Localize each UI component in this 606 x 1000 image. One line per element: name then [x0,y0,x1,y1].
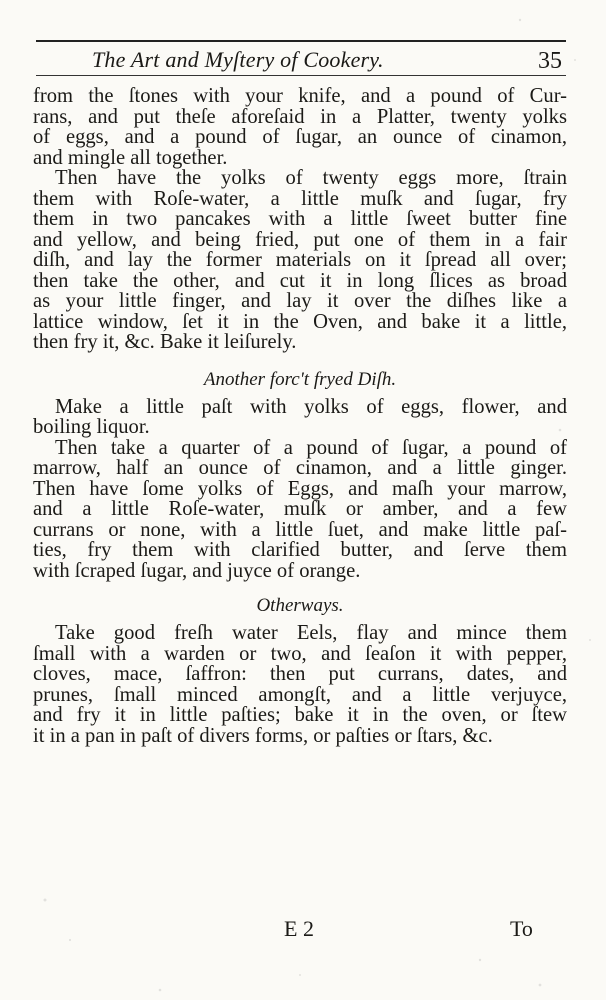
text-line: ties, fry them with clarified butter, and ſerve them [33,539,567,561]
paragraph [33,623,567,746]
text-line: with ſcraped ſugar, and juyce of orange. [33,559,361,582]
text-line: prunes, ſmall minced amongſt, and a little verjuyce, [33,683,567,706]
header-rule [36,40,566,42]
text-line: boiling liquor. [33,416,150,438]
text-line: them in two pancakes with a little ſweet butter fine [33,208,567,230]
text-line: diſh, and lay the former materials on it ſpread all over; [33,249,567,271]
paragraph [33,168,567,353]
catchword: To [510,916,533,941]
text-line: then fry it, &c. Bake it leiſurely. [33,331,297,353]
page-number: 35 [538,48,562,74]
signature-mark: E 2 [284,916,314,941]
text-line: Then take a quarter of a pound of ſugar, a pound of [55,436,567,459]
text-line: it in a pan in paſt of divers forms, or paſties or ſtars, &c. [33,724,493,747]
text-line: as your little finger, and lay it over the diſhes like a [33,290,567,312]
text-line: currans or none, with a little ſuet, and make little paſ- [33,518,567,541]
text-line: marrow, half an ounce of cinamon, and a little ginger. [33,457,567,479]
text-line: them with Roſe-water, a little muſk and ſugar, fry [33,187,567,210]
text-line: of eggs, and a pound of ſugar, an ounce of cinamon, [33,126,567,148]
text-line: from the ſtones with your knife, and a pound of Cur- [33,85,567,107]
recipe-heading: Otherways. [256,595,344,616]
running-title: The Art and Myſtery of Cookery. [92,47,384,72]
text-line: Then have ſome yolks of Eggs, and maſh your marrow, [33,477,567,500]
text-line: cloves, mace, ſaffron: then put currans, dates, and [33,663,567,685]
text-line: rans, and put theſe aforeſaid in a Platter, twenty yolks [33,105,567,128]
text-line: ſmall with a warden or two, and ſeaſon it with pepper, [33,642,567,665]
page-footer [0,912,606,946]
paragraph-continued [33,86,567,168]
page-body [33,86,567,746]
text-line: then take the other, and cut it in long ſlices as broad [33,269,567,292]
paragraph [33,438,567,582]
text-line: and fry it in little paſties; bake it in the oven, or ſtew [33,704,567,726]
text-line: lattice window, ſet it in the Oven, and bake it a little, [33,310,567,333]
page-header [36,40,566,74]
text-line: and yellow, and being fried, put one of them in a fair [33,228,567,251]
text-line: and a little Roſe-water, muſk or amber, and a few [33,498,567,520]
recipe-heading: Another forc't fryed Diſh. [203,368,397,390]
header-underline [36,75,566,76]
paragraph [33,397,567,438]
text-line: Take good freſh water Eels, flay and mince them [55,622,567,644]
text-line: Then have the yolks of twenty eggs more, ſtrain [55,167,567,189]
text-line: and mingle all together. [33,146,228,169]
text-line: Make a little paſt with yolks of eggs, flower, and [55,395,567,418]
